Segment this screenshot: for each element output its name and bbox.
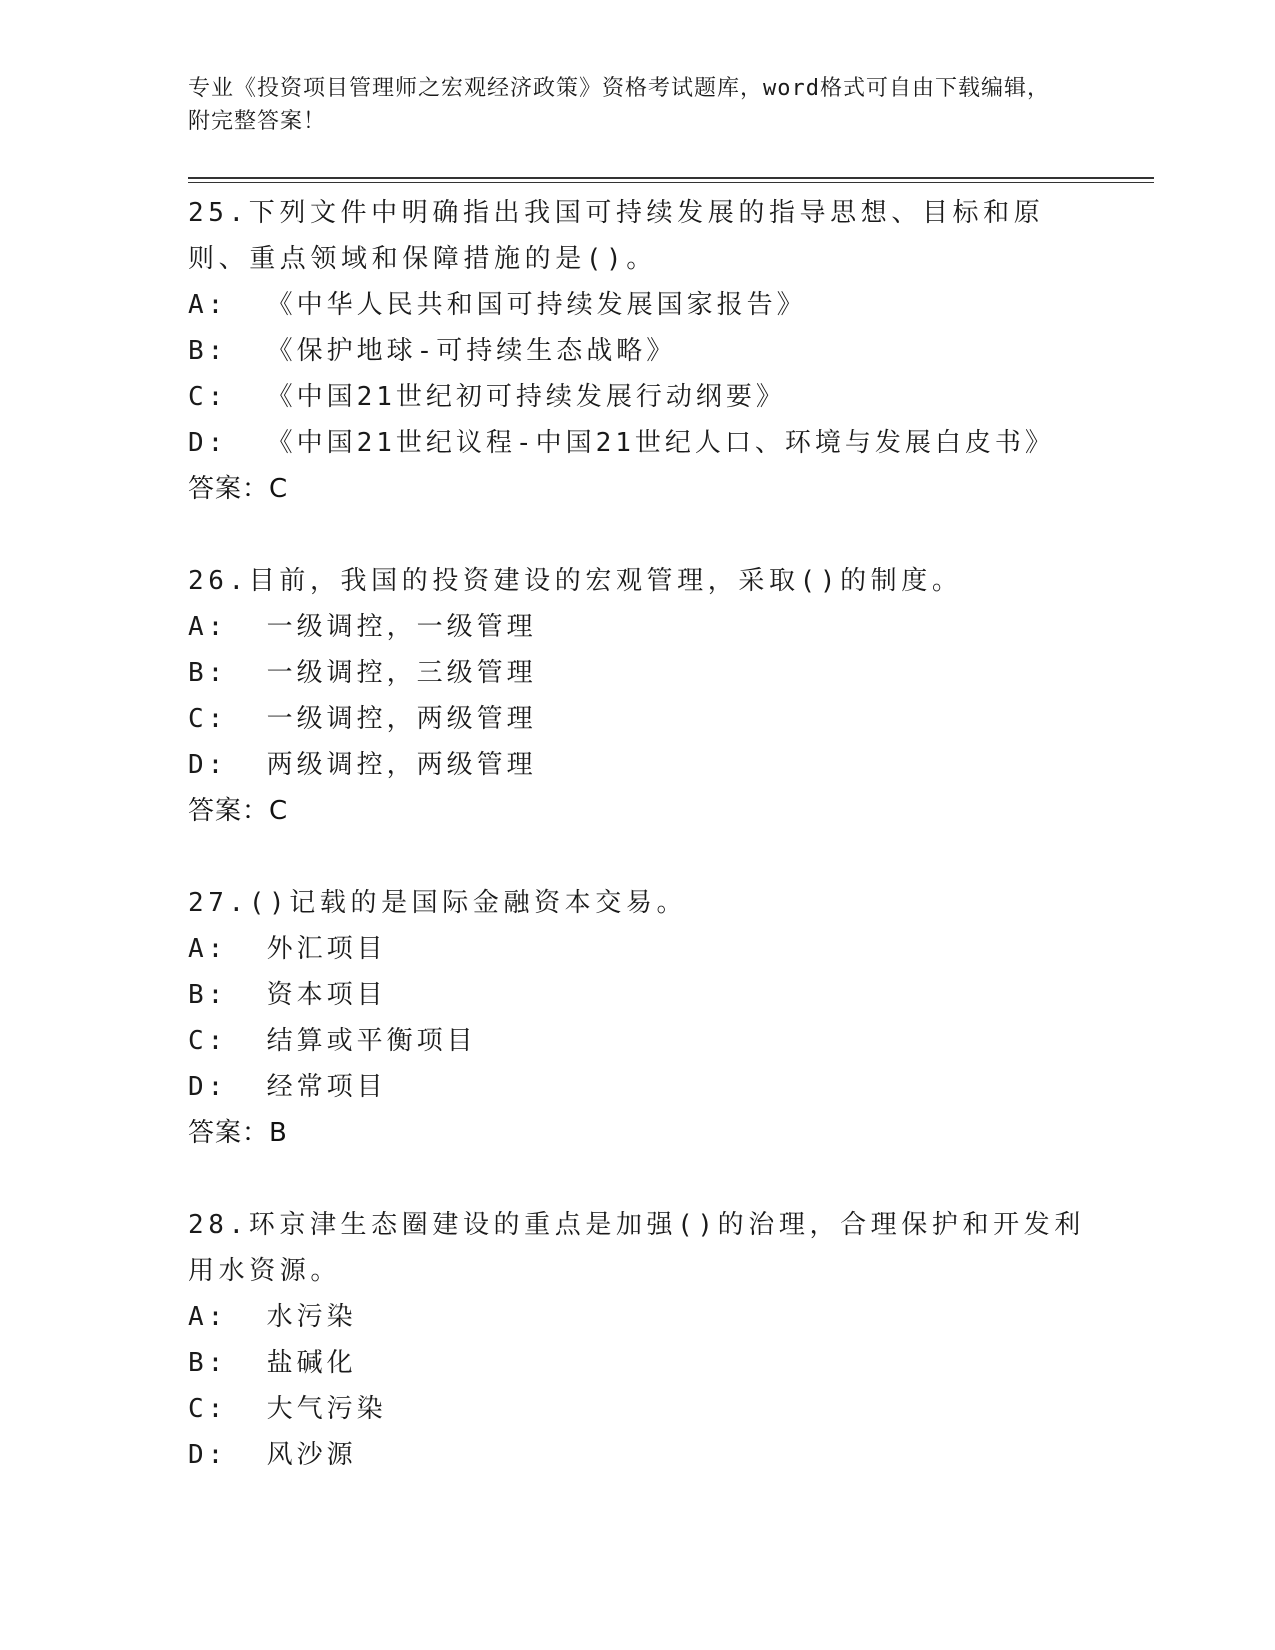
question-stem: 25.下列文件中明确指出我国可持续发展的指导思想、目标和原则、重点领域和保障措施的是()。 <box>188 198 1045 274</box>
option-c: C: 《中国21世纪初可持续发展行动纲要》 <box>188 382 786 412</box>
answer-label: 答案：C <box>188 796 289 826</box>
header-divider-thin <box>188 182 1154 183</box>
option-a: A: 《中华人民共和国可持续发展国家报告》 <box>188 290 807 320</box>
option-a: A: 外汇项目 <box>188 934 387 964</box>
option-b: B: 资本项目 <box>188 980 387 1010</box>
option-c: C: 一级调控，两级管理 <box>188 704 537 734</box>
answer-label: 答案：B <box>188 1118 288 1148</box>
question-27 <box>188 880 1088 1156</box>
option-d: D: 风沙源 <box>188 1440 357 1470</box>
document-header: 专业《投资项目管理师之宏观经济政策》资格考试题库，word格式可自由下载编辑，附完整答案！ <box>188 76 1050 134</box>
header-divider-thick <box>188 177 1154 179</box>
option-b: B: 《保护地球-可持续生态战略》 <box>188 336 677 366</box>
answer-label: 答案：C <box>188 474 289 504</box>
question-stem: 27.()记载的是国际金融资本交易。 <box>188 888 688 918</box>
question-25 <box>188 190 1088 512</box>
option-b: B: 盐碱化 <box>188 1348 357 1378</box>
question-26 <box>188 558 1088 834</box>
option-a: A: 水污染 <box>188 1302 357 1332</box>
question-28 <box>188 1202 1088 1478</box>
option-d: D: 《中国21世纪议程-中国21世纪人口、环境与发展白皮书》 <box>188 428 1055 458</box>
question-stem: 26.目前，我国的投资建设的宏观管理，采取()的制度。 <box>188 566 963 596</box>
option-d: D: 两级调控，两级管理 <box>188 750 537 780</box>
option-c: C: 结算或平衡项目 <box>188 1026 477 1056</box>
question-list <box>188 190 1088 1524</box>
option-c: C: 大气污染 <box>188 1394 387 1424</box>
option-b: B: 一级调控，三级管理 <box>188 658 537 688</box>
option-a: A: 一级调控，一级管理 <box>188 612 537 642</box>
option-d: D: 经常项目 <box>188 1072 387 1102</box>
question-stem: 28.环京津生态圈建设的重点是加强()的治理，合理保护和开发利用水资源。 <box>188 1210 1085 1286</box>
